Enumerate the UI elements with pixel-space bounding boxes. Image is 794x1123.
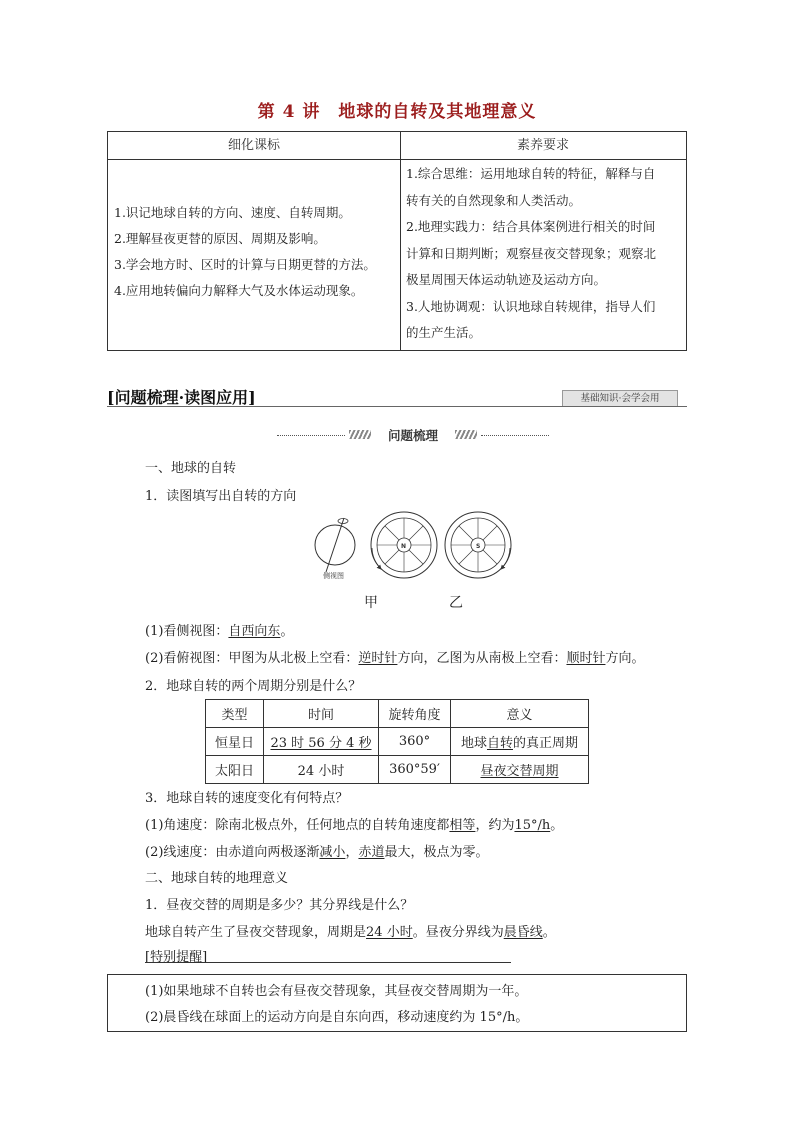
section-rule bbox=[107, 406, 687, 407]
standard-item: 2.理解昼夜更替的原因、周期及影响。 bbox=[114, 231, 326, 246]
question-1: 1．读图填写出自转的方向 bbox=[145, 489, 297, 504]
hint-item: (2)晨昏线在球面上的运动方向是自东向西，移动速度约为 15°/h。 bbox=[145, 1010, 529, 1025]
literacy-list bbox=[406, 161, 684, 347]
answer-side-view: (1)看侧视图：自西向东。 bbox=[145, 624, 294, 639]
subsection-title: 问题梳理 bbox=[387, 428, 438, 443]
literacy-line: 极星周围天体运动轨迹及运动方向。 bbox=[406, 272, 607, 287]
answer-day-night: 地球自转产生了昼夜交替现象，周期是24 小时。昼夜分界线为晨昏线。 bbox=[145, 925, 556, 940]
question-day-night: 1．昼夜交替的周期是多少？其分界线是什么？ bbox=[145, 898, 414, 913]
rotation-period-table bbox=[205, 699, 589, 784]
literacy-line: 转有关的自然现象和人类活动。 bbox=[406, 192, 582, 208]
standards-header: 细化课标 bbox=[108, 132, 400, 160]
answer-angular-speed: (1)角速度：除南北极点外，任何地点的自转角速度都相等，约为15°/h。 bbox=[145, 818, 564, 833]
hint-box bbox=[107, 974, 687, 1032]
part1-heading: 一、地球的自转 bbox=[145, 461, 237, 476]
standard-item: 3.学会地方时、区时的计算与日期更替的方法。 bbox=[114, 257, 376, 272]
south-label: S bbox=[476, 543, 481, 550]
literacy-line: 计算和日期判断；观察昼夜交替现象；观察北 bbox=[406, 245, 657, 261]
question-3: 3．地球自转的速度变化有何特点？ bbox=[145, 791, 349, 806]
section-title: [问题梳理·读图应用] bbox=[107, 388, 256, 407]
hint-label: [特别提醒] bbox=[145, 950, 208, 965]
literacy-line: 3.人地协调观：认识地球自转规律，指导人们 bbox=[406, 298, 656, 314]
hint-item: (1)如果地球不自转也会有昼夜交替现象，其昼夜交替周期为一年。 bbox=[145, 984, 528, 999]
north-label: N bbox=[401, 543, 407, 550]
literacy-line: 2.地理实践力：结合具体案例进行相关的时间 bbox=[406, 219, 656, 234]
question-2: 2．地球自转的两个周期分别是什么？ bbox=[145, 679, 362, 694]
column-divider bbox=[400, 132, 401, 350]
caption-yi: 乙 bbox=[449, 595, 463, 611]
table-row: 恒星日 23 时 56 分 4 秒 360° 地球自转的真正周期 bbox=[206, 728, 589, 756]
standards-list bbox=[114, 200, 396, 304]
page-title: 第 4 讲 地球的自转及其地理意义 bbox=[257, 102, 537, 122]
standard-item: 4.应用地转偏向力解释大气及水体运动现象。 bbox=[114, 283, 364, 298]
caption-jia: 甲 bbox=[364, 595, 378, 611]
section-tag: 基础知识·会学会用 bbox=[562, 390, 678, 407]
table-row: 太阳日 24 小时 360°59′ 昼夜交替周期 bbox=[206, 756, 589, 784]
side-view-globe bbox=[315, 518, 355, 572]
literacy-header: 素养要求 bbox=[400, 132, 686, 160]
part2-heading: 二、地球自转的地理意义 bbox=[145, 871, 289, 886]
literacy-line: 1.综合思维：运用地球自转的特征，解释与自 bbox=[406, 166, 656, 181]
subsection-divider bbox=[277, 428, 549, 442]
literacy-line: 的生产生活。 bbox=[406, 325, 482, 340]
standard-item: 1.识记地球自转的方向、速度、自转周期。 bbox=[114, 205, 351, 220]
side-view-label: 侧视图 bbox=[323, 572, 344, 580]
answer-top-view: (2)看俯视图：甲图为从北极上空看：逆时针方向，乙图为从南极上空看：顺时针方向。 bbox=[145, 651, 645, 666]
requirements-table bbox=[107, 131, 687, 351]
hint-rule bbox=[145, 962, 511, 963]
rotation-diagram bbox=[300, 510, 520, 588]
stripe-decoration bbox=[455, 430, 477, 439]
table-row: 类型 时间 旋转角度 意义 bbox=[206, 700, 589, 728]
answer-linear-speed: (2)线速度：由赤道向两极逐渐减小，赤道最大，极点为零。 bbox=[145, 845, 489, 860]
